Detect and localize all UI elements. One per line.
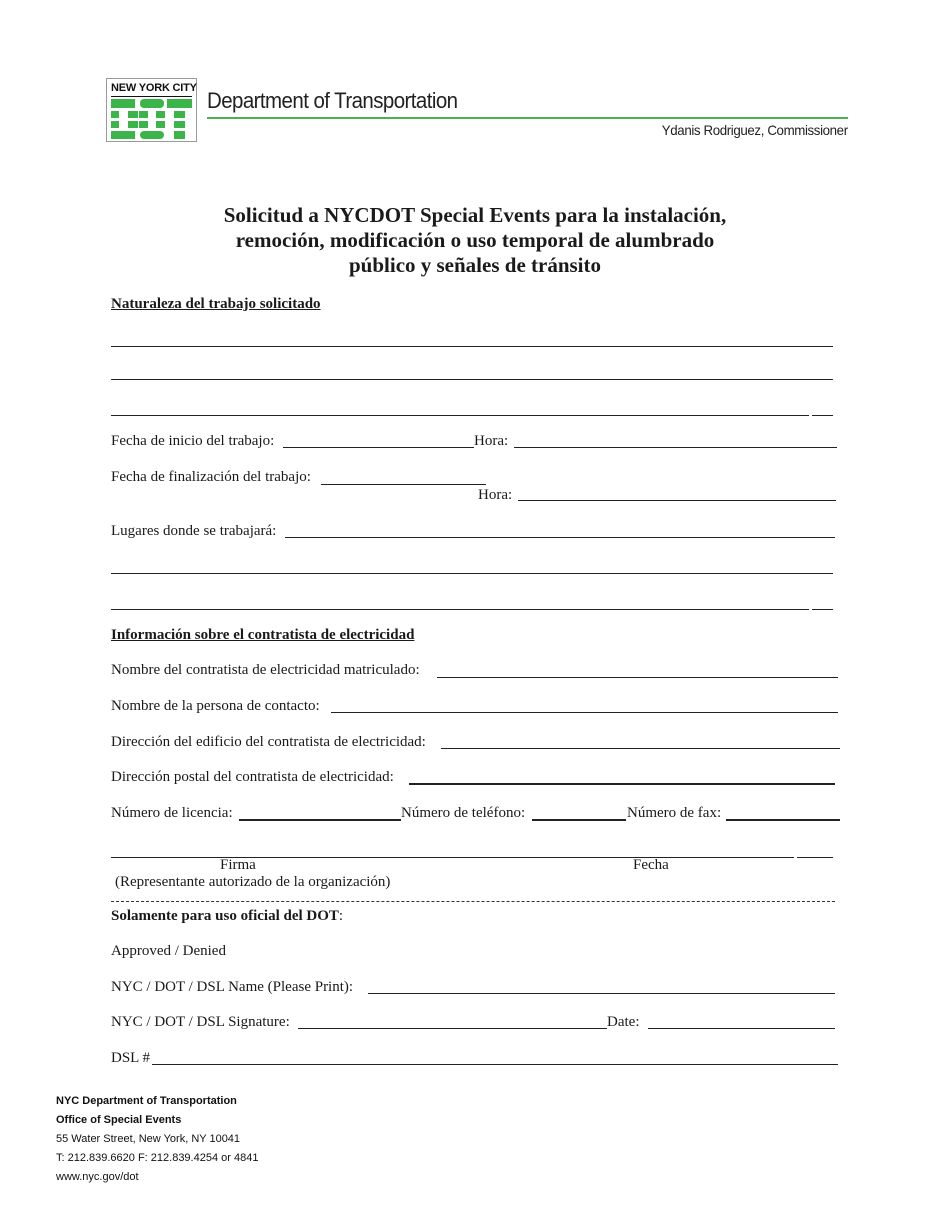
dot-logo-icon bbox=[111, 99, 192, 139]
logo-rule bbox=[111, 96, 192, 97]
contractor-section-heading: Información sobre el contratista de electricidad bbox=[111, 627, 415, 643]
work-description-line-3-end bbox=[812, 415, 833, 416]
footer-office: Office of Special Events bbox=[56, 1114, 182, 1126]
form-title-line-3: público y señales de tránsito bbox=[348, 253, 602, 277]
signature-label: Firma bbox=[220, 857, 256, 873]
dsl-signature-label: NYC / DOT / DSL Signature: bbox=[111, 1014, 290, 1030]
dsl-number-label: DSL # bbox=[111, 1050, 151, 1066]
phone-number-field[interactable] bbox=[532, 819, 626, 821]
contractor-name-label: Nombre del contratista de electricidad matriculado: bbox=[111, 662, 420, 678]
end-time-field[interactable] bbox=[518, 500, 836, 501]
dsl-number-field[interactable] bbox=[152, 1064, 838, 1065]
mailing-address-field[interactable] bbox=[409, 783, 835, 785]
work-description-line-1[interactable] bbox=[111, 346, 833, 347]
license-number-field[interactable] bbox=[239, 819, 401, 821]
fax-number-label: Número de fax: bbox=[627, 805, 722, 821]
form-title bbox=[0, 203, 950, 278]
header-divider bbox=[207, 117, 848, 119]
building-address-field[interactable] bbox=[441, 748, 840, 749]
locations-field-1[interactable] bbox=[285, 537, 835, 538]
start-time-label: Hora: bbox=[474, 433, 509, 449]
department-title: Department of Transportation bbox=[207, 88, 458, 113]
form-title-line-2: remoción, modificación o uso temporal de alumbrado bbox=[235, 228, 715, 252]
license-number-label: Número de licencia: bbox=[111, 805, 233, 821]
footer-website[interactable]: www.nyc.gov/dot bbox=[56, 1171, 139, 1183]
work-description-line-3[interactable] bbox=[111, 415, 809, 416]
start-time-field[interactable] bbox=[514, 447, 837, 448]
start-date-field[interactable] bbox=[283, 447, 474, 448]
form-title-line-1: Solicitud a NYCDOT Special Events para la instalación, bbox=[223, 203, 727, 227]
nyc-dot-logo bbox=[106, 78, 197, 142]
phone-number-label: Número de teléfono: bbox=[401, 805, 526, 821]
logo-text-top: NEW YORK CITY bbox=[111, 82, 197, 94]
approval-status: Approved / Denied bbox=[111, 943, 226, 959]
end-date-label: Fecha de finalización del trabajo: bbox=[111, 469, 311, 485]
work-description-line-2[interactable] bbox=[111, 379, 833, 380]
signature-date-label: Fecha bbox=[633, 857, 669, 873]
official-use-divider bbox=[111, 901, 835, 902]
signature-line-end bbox=[797, 857, 833, 858]
end-date-field[interactable] bbox=[321, 484, 486, 485]
dsl-name-label: NYC / DOT / DSL Name (Please Print): bbox=[111, 979, 354, 995]
building-address-label: Dirección del edificio del contratista de electricidad: bbox=[111, 734, 426, 750]
locations-field-3-end bbox=[812, 609, 833, 610]
dsl-date-label: Date: bbox=[607, 1014, 640, 1030]
official-use-heading bbox=[111, 908, 343, 925]
dsl-name-field[interactable] bbox=[368, 993, 835, 994]
official-use-heading-text: Solamente para uso oficial del DOT bbox=[111, 908, 339, 924]
contact-person-field[interactable] bbox=[331, 712, 838, 713]
start-date-label: Fecha de inicio del trabajo: bbox=[111, 433, 275, 449]
contractor-name-field[interactable] bbox=[437, 677, 838, 678]
commissioner-name: Ydanis Rodriguez, Commissioner bbox=[662, 122, 848, 138]
locations-field-2[interactable] bbox=[111, 573, 833, 574]
work-section-heading: Naturaleza del trabajo solicitado bbox=[111, 296, 321, 312]
locations-label: Lugares donde se trabajará: bbox=[111, 523, 277, 539]
footer-phones: T: 212.839.6620 F: 212.839.4254 or 4841 bbox=[56, 1152, 259, 1164]
end-time-label: Hora: bbox=[478, 487, 513, 503]
dsl-signature-field[interactable] bbox=[298, 1028, 607, 1029]
mailing-address-label: Dirección postal del contratista de electricidad: bbox=[111, 769, 394, 785]
dsl-date-field[interactable] bbox=[648, 1028, 835, 1029]
footer-contact bbox=[56, 1092, 258, 1187]
official-use-heading-colon: : bbox=[338, 908, 344, 924]
signature-note: (Representante autorizado de la organización) bbox=[115, 874, 391, 890]
footer-address: 55 Water Street, New York, NY 10041 bbox=[56, 1133, 241, 1145]
locations-field-3[interactable] bbox=[111, 609, 809, 610]
signature-line[interactable] bbox=[111, 857, 794, 858]
contact-person-label: Nombre de la persona de contacto: bbox=[111, 698, 320, 714]
fax-number-field[interactable] bbox=[726, 819, 840, 821]
footer-org: NYC Department of Transportation bbox=[56, 1095, 237, 1107]
